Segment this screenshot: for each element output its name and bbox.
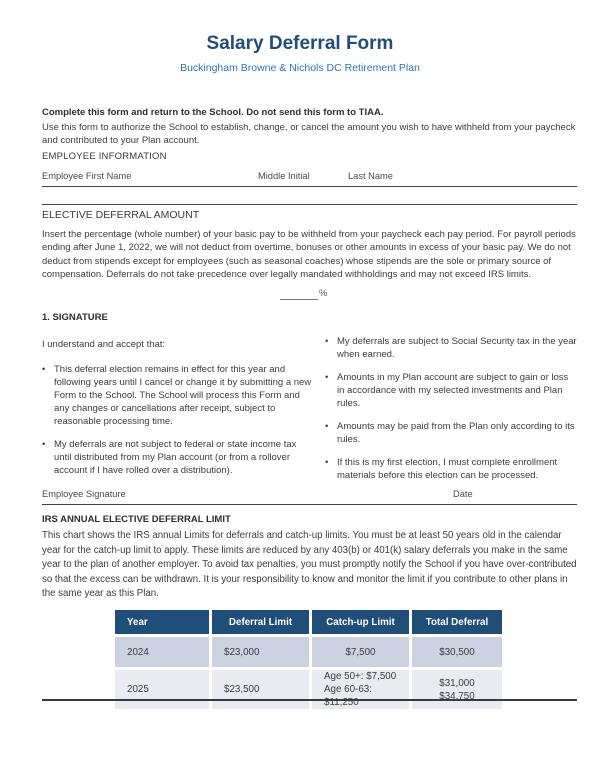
total-line-2: $34,750 — [439, 690, 475, 702]
list-item: • If this is my first election, I must complete enrollment materials before this election can be processed. — [325, 456, 578, 482]
list-item: • My deferrals are not subject to federal or state income tax until distributed from my Plan account (or from a rollover account if I have rolled over a distribution). — [42, 438, 316, 477]
cell-total-deferral — [412, 670, 502, 709]
cell-catchup-limit: $7,500 — [312, 637, 409, 667]
return-notice: Complete this form and return to the School. Do not send this form to TIAA. — [42, 107, 384, 118]
table-header-row — [115, 610, 502, 634]
cell-deferral-limit: $23,500 — [212, 670, 309, 709]
irs-limit-description: This chart shows the IRS annual Limits for deferrals and catch-up limits. You must be at least 50 years old in the calendar year for the catch-up limit to apply. These limits are reduced by any 403(b) or 401(k) salary deferrals you make in the same year to the plan of another employer. To avoid tax penalties, you must promptly notify the School if you have over-contributed so that the excess can be withdrawn. It is your responsibility to know and monitor the limit if you contribute to other plans in the same year as this Plan. — [42, 530, 577, 600]
cell-year: 2025 — [115, 670, 209, 709]
column-header-deferral-limit: Deferral Limit — [212, 610, 309, 634]
signature-terms-right-column — [325, 335, 578, 492]
bottom-divider — [42, 699, 577, 701]
total-line-1: $31,000 — [439, 677, 475, 689]
cell-total-deferral: $30,500 — [412, 637, 502, 667]
signature-terms-left-column — [42, 338, 316, 487]
signature-section-heading: 1. SIGNATURE — [42, 312, 108, 323]
terms-left-list — [42, 363, 316, 477]
signature-input-line[interactable] — [42, 487, 577, 505]
terms-right-list — [325, 335, 578, 482]
percent-symbol: % — [319, 288, 328, 299]
date-label: Date — [453, 489, 473, 499]
table-row — [115, 637, 502, 667]
cell-year: 2024 — [115, 637, 209, 667]
column-header-total-deferral: Total Deferral — [412, 610, 502, 634]
irs-limits-table — [112, 607, 505, 712]
form-purpose-text: Use this form to authorize the School to establish, change, or cancel the amount you wish to have withheld from your paycheck and contributed to your Plan account. — [42, 122, 576, 146]
column-header-year: Year — [115, 610, 209, 634]
section-divider — [42, 204, 577, 205]
elective-deferral-heading: ELECTIVE DEFERRAL AMOUNT — [42, 209, 200, 221]
column-header-catchup-limit: Catch-up Limit — [312, 610, 409, 634]
elective-deferral-description: Insert the percentage (whole number) of your basic pay to be withheld from your paycheck each pay period. For payroll periods ending after June 1, 2022, we will not deduct from overtime, bonuses or other amounts in excess of your basic pay. We do not deduct from stipends except for employees (such as seasonal coaches) whose stipends are the sole or primary source of compensation. Deferrals do not take precedence over legally mandated withholdings and may not exceed IRS limits. — [42, 229, 576, 281]
employee-name-input-line[interactable] — [42, 170, 577, 187]
percent-input[interactable] — [280, 288, 318, 300]
page-title: Salary Deferral Form — [206, 33, 394, 54]
cell-catchup-limit — [312, 670, 409, 709]
plan-subtitle: Buckingham Browne & Nichols DC Retirement Plan — [180, 62, 420, 74]
employee-information-heading: EMPLOYEE INFORMATION — [42, 151, 167, 162]
list-item: • Amounts may be paid from the Plan only according to its rules. — [325, 420, 578, 446]
list-item: • This deferral election remains in effect for this year and following years until I cancel or change it by submitting a new Form to the School. The School will process this Form and any changes or cancellations after receipt, subject to reasonable processing time. — [42, 363, 316, 428]
list-item: • My deferrals are subject to Social Security tax in the year when earned. — [325, 335, 578, 361]
irs-limit-heading: IRS ANNUAL ELECTIVE DEFERRAL LIMIT — [42, 514, 231, 525]
list-item: • Amounts in my Plan account are subject to gain or loss in accordance with my selected investments and Plan rules. — [325, 371, 578, 410]
middle-initial-label: Middle Initial — [258, 171, 310, 181]
last-name-label: Last Name — [348, 171, 393, 181]
catchup-line-age60: Age 60-63: $11,250 — [324, 684, 372, 708]
table-row — [115, 670, 502, 709]
cell-deferral-limit: $23,000 — [212, 637, 309, 667]
employee-signature-label: Employee Signature — [42, 489, 126, 499]
first-name-label: Employee First Name — [42, 171, 132, 181]
terms-lead: I understand and accept that: — [42, 339, 166, 350]
catchup-line-age50: Age 50+: $7,500 — [324, 671, 397, 682]
